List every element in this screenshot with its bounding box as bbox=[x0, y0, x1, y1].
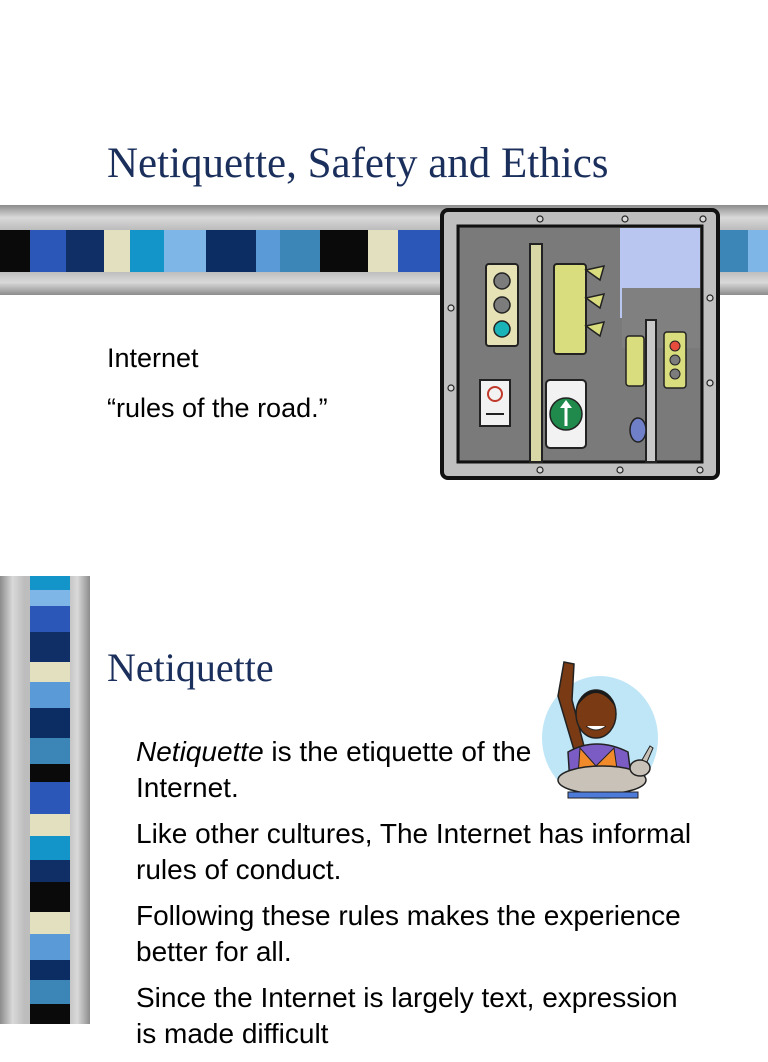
list-item bbox=[136, 734, 536, 806]
band-stripes bbox=[30, 576, 70, 1024]
vertical-striped-band bbox=[0, 576, 90, 1024]
slide-2-title: Netiquette bbox=[107, 645, 274, 690]
slide-2 bbox=[0, 576, 768, 1049]
text-line: Internet bbox=[107, 343, 199, 373]
traffic-lights-icon bbox=[440, 208, 722, 482]
list-item: Following these rules makes the experience better for all. bbox=[136, 900, 681, 967]
list-item: Like other cultures, The Internet has informal rules of conduct. bbox=[136, 818, 692, 885]
emphasis-text: Netiquette bbox=[136, 736, 264, 767]
slide-1-text bbox=[107, 333, 328, 433]
slide-1-title: Netiquette, Safety and Ethics bbox=[107, 140, 609, 187]
list-item: Since the Internet is largely text, expression is made difficult bbox=[136, 982, 678, 1049]
bullet-text: is the etiquette of the Internet. bbox=[136, 736, 532, 803]
bullet-list bbox=[136, 734, 696, 1062]
text-line: “rules of the road.” bbox=[107, 393, 328, 423]
